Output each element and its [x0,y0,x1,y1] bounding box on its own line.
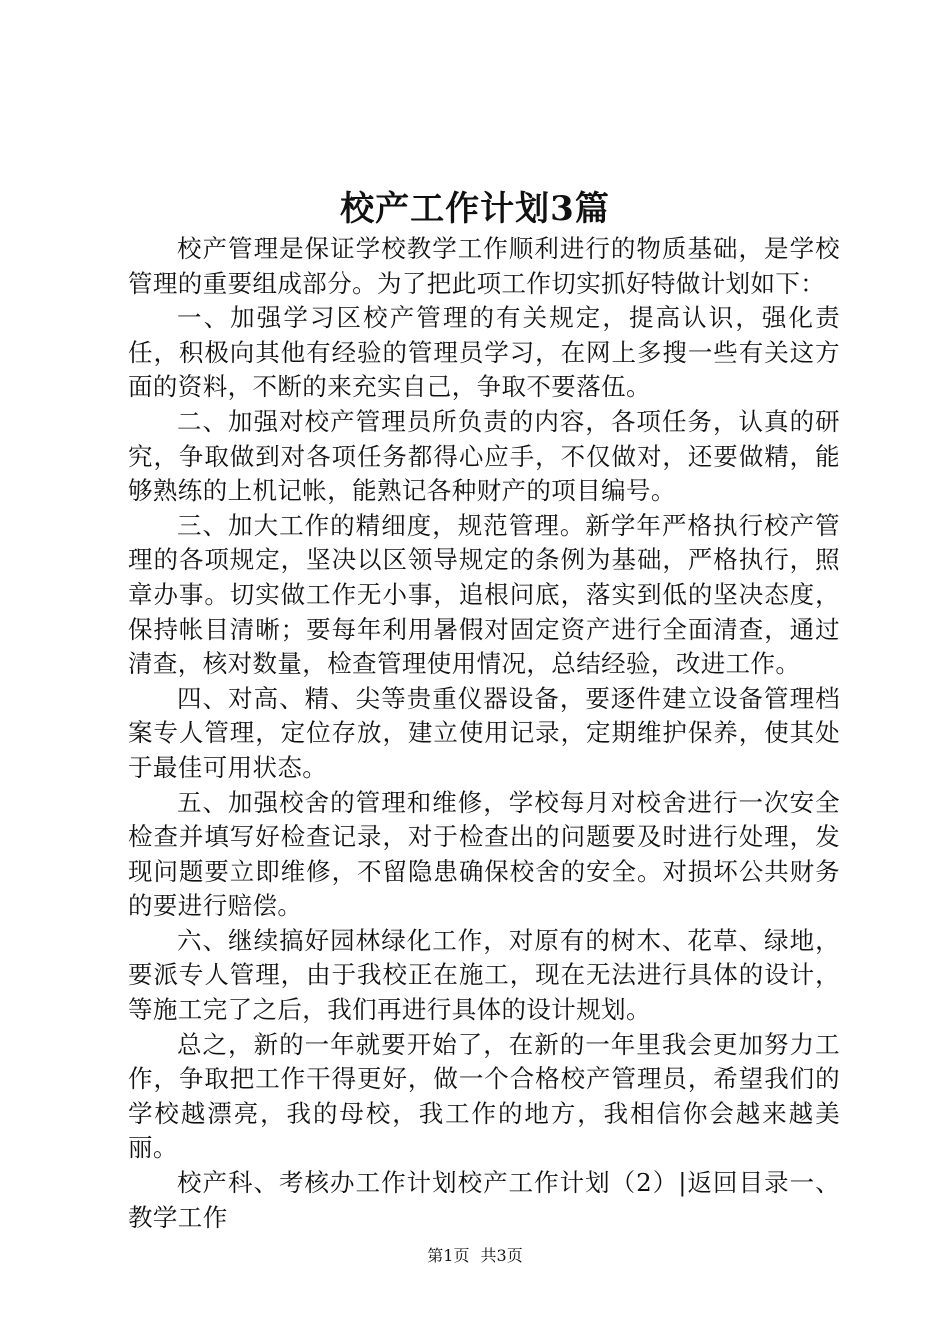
paragraph-intro: 校产管理是保证学校教学工作顺利进行的物质基础，是学校管理的重要组成部分。为了把此项工作切实抓好特做计划如下： [128,234,840,298]
paragraph-item-6: 六、继续搞好园林绿化工作，对原有的树木、花草、绿地，要派专人管理，由于我校正在施工，现在无法进行具体的设计，等施工完了之后，我们再进行具体的设计规划。 [128,925,840,1025]
page-total: 共3页 [480,1246,523,1265]
paragraph-item-3: 三、加大工作的精细度，规范管理。新学年严格执行校产管理的各项规定，坚决以区领导规定的条例为基础，严格执行，照章办事。切实做工作无小事，追根问底，落实到低的坚决态度，保持帐目清晰；要每年利用暑假对固定资产进行全面清查，通过清查，核对数量，检查管理使用情况，总结经验，改进工作。 [128,510,840,679]
paragraph-item-1: 一、加强学习区校产管理的有关规定，提高认识，强化责任，积极向其他有经验的管理员学习，在网上多搜一些有关这方面的资料，不断的来充实自己，争取不要落伍。 [128,303,840,402]
document-body [128,232,840,1235]
paragraph-item-4: 四、对高、精、尖等贵重仪器设备，要逐件建立设备管理档案专人管理，定位存放，建立使用记录，定期维护保养，使其处于最佳可用状态。 [128,683,840,782]
page-number: 第1页 [427,1246,470,1265]
paragraph-conclusion: 总之，新的一年就要开始了，在新的一年里我会更加努力工作，争取把工作干得更好，做一个合格校产管理员，希望我们的学校越漂亮，我的母校，我工作的地方，我相信你会越来越美丽。 [128,1029,840,1163]
paragraph-item-2: 二、加强对校产管理员所负责的内容，各项任务，认真的研究，争取做到对各项任务都得心应手，不仅做对，还要做精，能够熟练的上机记帐，能熟记各种财产的项目编号。 [128,406,840,506]
document-title: 校产工作计划3篇 [340,189,610,229]
paragraph-navigation: 校产科、考核办工作计划校产工作计划（2）|返回目录一、教学工作 [128,1168,840,1232]
paragraph-item-5: 五、加强校舍的管理和维修，学校每月对校舍进行一次安全检查并填写好检查记录，对于检查出的问题要及时进行处理，发现问题要立即维修，不留隐患确保校舍的安全。对损坏公共财务的要进行赔偿。 [128,787,840,921]
page-footer [0,1244,950,1268]
